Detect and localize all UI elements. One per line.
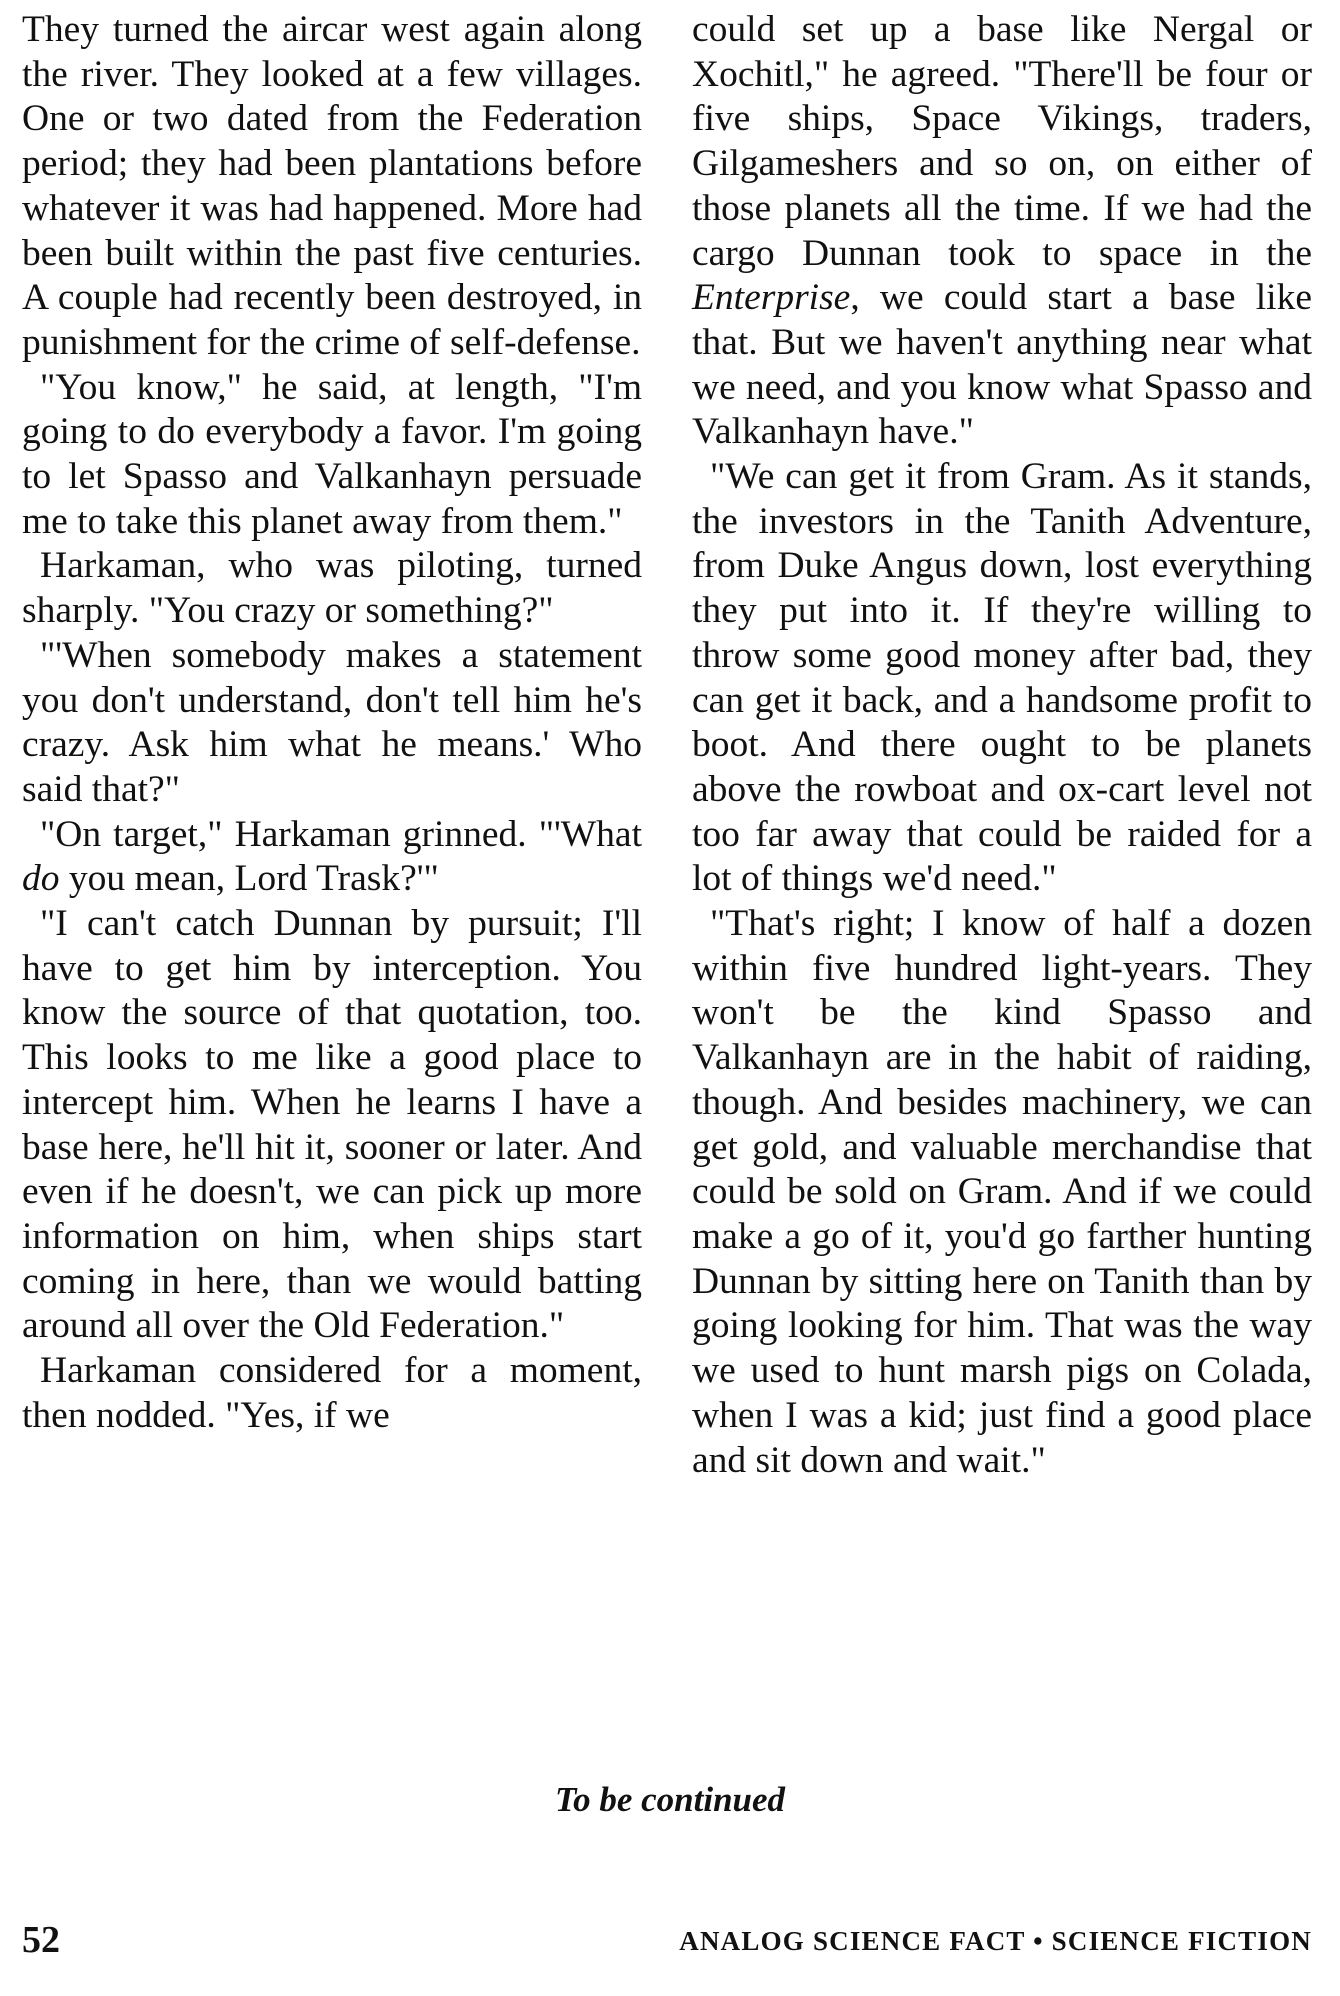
right-text-column bbox=[692, 8, 1312, 1483]
to-be-continued-note: To be continued bbox=[554, 1780, 786, 1819]
running-footer-title: ANALOG SCIENCE FACT • SCIENCE FICTION bbox=[679, 1926, 1312, 1956]
paragraph: "We can get it from Gram. As it stands, the investors in the Tanith Adventure, from Duke Angus down, lost everything they put into it. If they're willing to throw some good money after bad, they can get it back, and a handsome profit to boot. And there ought to be planets above the rowboat and ox-cart level not too far away that could be raided for a lot of things we'd need." bbox=[692, 456, 1312, 900]
paragraph-text: you mean, Lord Trask?'" bbox=[59, 858, 439, 900]
paragraph: Harkaman, who was piloting, turned sharply. "You crazy or something?" bbox=[22, 545, 642, 632]
paragraph: They turned the aircar west again along the river. They looked at a few villages. One or two dated from the Federation period; they had been plantations before whatever it was had happened. More had been built within the past five centuries. A couple had recently been destroyed, in punishment for the crime of self-defense. bbox=[22, 9, 642, 363]
paragraph: "You know," he said, at length, "I'm going to do everybody a favor. I'm going to let Spasso and Valkanhayn persuade me to take this planet away from them." bbox=[22, 366, 642, 542]
left-text-column bbox=[22, 8, 642, 1439]
paragraph: "I can't catch Dunnan by pursuit; I'll have to get him by interception. You know the source of that quotation, too. This looks to me like a good place to intercept him. When he learns I have a base here, he'll hit it, sooner or later. And even if he doesn't, we can pick up more information on him, when ships start coming in here, than we would batting around all over the Old Federation." bbox=[22, 903, 642, 1347]
paragraph bbox=[22, 813, 642, 902]
ship-name: Enterprise bbox=[692, 277, 851, 319]
paragraph: "That's right; I know of half a dozen within five hundred light-years. They won't be the kind Spasso and Valkanhayn are in the habit of raiding, though. And besides machinery, we can get gold, and valuable merchandise that could be sold on Gram. And if we could make a go of it, you'd go farther hunting Dunnan by sitting here on Tanith than by going looking for him. That was the way we used to hunt marsh pigs on Colada, when I was a kid; just find a good place and sit down and wait." bbox=[692, 903, 1312, 1481]
paragraph-text: , we could start a base like that. But we haven't anything near what we need, and you know what Spasso and Valkanhayn have." bbox=[692, 277, 1312, 453]
paragraph: "'When somebody makes a statement you don't understand, don't tell him he's crazy. Ask him what he means.' Who said that?" bbox=[22, 634, 642, 810]
paragraph: Harkaman considered for a moment, then nodded. "Yes, if we bbox=[22, 1350, 642, 1436]
paragraph-text: could set up a base like Nergal or Xochitl," he agreed. "There'll be four or five ships, Space Vikings, traders, Gilgameshers and so on, on either of those planets all the time. If we had the cargo Dunnan took to space in the bbox=[692, 9, 1312, 274]
page-number: 52 bbox=[22, 1919, 60, 1961]
paragraph-text: "On target," Harkaman grinned. "'What bbox=[40, 813, 642, 855]
emphasized-word: do bbox=[22, 858, 60, 900]
paragraph bbox=[692, 8, 1312, 455]
